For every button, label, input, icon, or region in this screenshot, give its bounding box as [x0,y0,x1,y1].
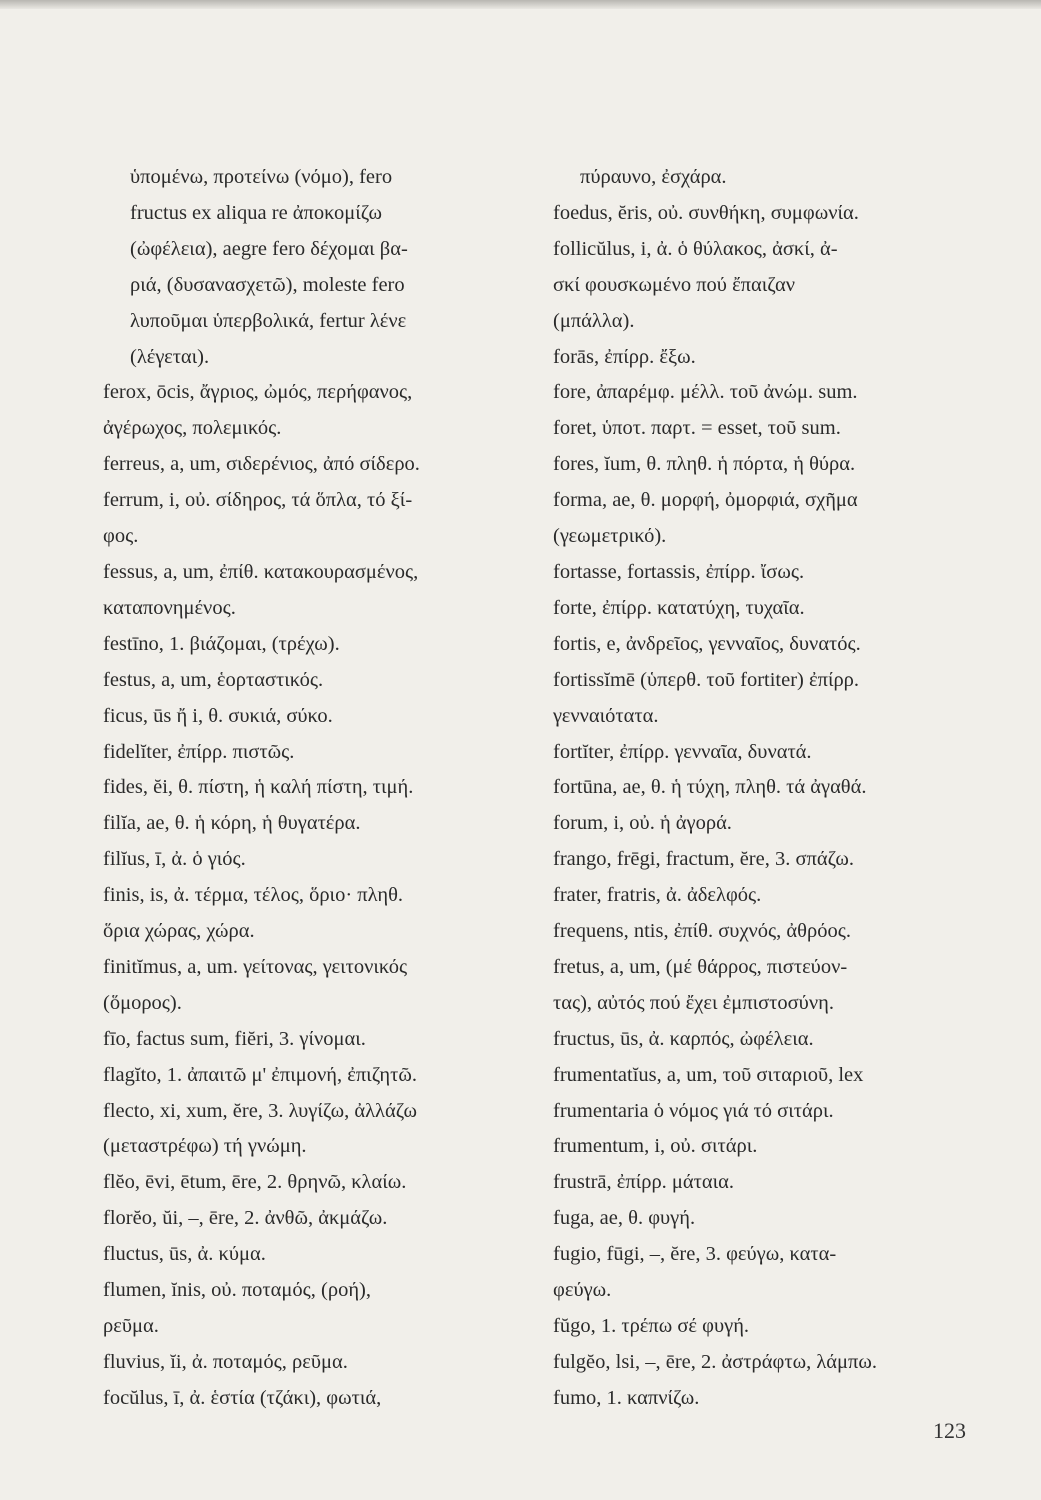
entry-line: καταπονημένος. [103,596,236,619]
dictionary-entry [553,1237,993,1309]
dictionary-entry [103,806,533,842]
entry-line: fidelĭter, ἐπίρρ. πιστῶς. [103,740,295,763]
entry-line: ἀγέρωχος, πολεμικός. [103,417,282,440]
dictionary-entry [553,196,993,232]
top-edge-shadow [0,0,1041,9]
dictionary-entry [103,160,533,375]
entry-line: fumo, 1. καπνίζω. [553,1386,700,1409]
dictionary-entry [553,627,993,663]
dictionary-entry [553,411,993,447]
dictionary-entry [553,950,993,1022]
entry-line: φεύγω. [553,1279,612,1302]
entry-line: fluvius, ĭi, ἀ. ποταμός, ρεῦμα. [103,1350,348,1373]
entry-line: forte, ἐπίρρ. κατατύχη, τυχαῖα. [553,596,805,619]
dictionary-entry [103,1273,533,1345]
entry-line: ρεῦμα. [103,1315,159,1337]
dictionary-entry [103,842,533,878]
entry-line: (ὠφέλεια), aegre fero δέχομαι βα- [130,237,408,260]
entry-line: γενναιότατα. [553,704,659,727]
dictionary-entry [103,555,533,627]
entry-line: ριά, (δυσανασχετῶ), moleste fero [130,273,405,296]
entry-line: fides, ĕi, θ. πίστη, ἡ καλή πίστη, τιμή. [103,776,414,799]
right-column [553,160,993,1417]
entry-line: (μπάλλα). [553,309,635,332]
dictionary-entry [553,1129,993,1165]
entry-line: fore, ἀπαρέμφ. μέλλ. τοῦ ἀνώμ. sum. [553,381,858,404]
dictionary-entry [103,375,533,447]
dictionary-entry [103,1058,533,1094]
entry-line: forum, i, οὐ. ἡ ἀγορά. [553,812,732,835]
entry-line: foedus, ĕris, οὐ. συνθήκη, συμφωνία. [553,201,859,224]
dictionary-entry [553,914,993,950]
entry-line: flĕo, ēvi, ētum, ēre, 2. θρηνῶ, κλαίω. [103,1171,407,1194]
dictionary-entry [553,663,993,735]
entry-line: fulgĕo, lsi, –, ēre, 2. ἀστράφτω, λάμπω. [553,1350,877,1373]
dictionary-entry [553,1345,993,1381]
dictionary-entry [553,1309,993,1345]
entry-line: frustrā, ἐπίρρ. μάταια. [553,1171,735,1194]
dictionary-entry [553,1165,993,1201]
entry-line: flagĭto, 1. ἀπαιτῶ μ' ἐπιμονή, ἐπιζητῶ. [103,1063,417,1086]
entry-line: fructus, ūs, ἀ. καρπός, ὠφέλεια. [553,1027,814,1050]
entry-line: φος. [103,525,139,548]
entry-line: fŭgo, 1. τρέπω σέ φυγή. [553,1315,750,1337]
entry-line: ὅρια χώρας, χώρα. [103,920,255,943]
dictionary-entry [553,878,993,914]
entry-line: focŭlus, ī, ἀ. ἑστία (τζάκι), φωτιά, [103,1386,382,1409]
entry-line: ficus, ūs ἤ i, θ. συκιά, σύκο. [103,704,333,727]
dictionary-entry [553,770,993,806]
entry-line: ferox, ōcis, ἄγριος, ὠμός, περήφανος, [103,381,413,404]
entry-line: foret, ὑποτ. παρτ. = esset, τοῦ sum. [553,417,841,440]
dictionary-entry [103,447,533,483]
left-column [103,160,533,1417]
entry-line: ferrum, i, οὐ. σίδηρος, τά ὅπλα, τό ξί- [103,489,413,512]
entry-line: flumen, ĭnis, οὐ. ποταμός, (ροή), [103,1279,372,1302]
entry-line: festus, a, um, ἑορταστικός. [103,668,324,691]
entry-line: finis, is, ἀ. τέρμα, τέλος, ὅριο· πληθ. [103,884,404,907]
dictionary-entry [553,591,993,627]
dictionary-entry [103,1201,533,1237]
entry-line: florĕo, ŭi, –, ēre, 2. ἀνθῶ, ἀκμάζω. [103,1207,388,1230]
entry-line: frater, fratris, ἀ. ἀδελφός. [553,884,762,907]
entry-line: fretus, a, um, (μέ θάρρος, πιστεύον- [553,955,848,978]
dictionary-entry [553,1201,993,1237]
dictionary-entry [103,1345,533,1381]
entry-line: follicŭlus, i, ἀ. ὁ θύλακος, ἀσκί, ἀ- [553,237,838,260]
entry-line: (μεταστρέφω) τή γνώμη. [103,1135,307,1158]
dictionary-entry [103,1094,533,1166]
entry-line: fortasse, fortassis, ἐπίρρ. ἴσως. [553,560,805,583]
entry-line: frequens, ntis, ἐπίθ. συχνός, ἀθρόος. [553,920,851,943]
entry-line: πύραυνο, ἐσχάρα. [580,166,727,188]
dictionary-entry [553,447,993,483]
entry-line: fugio, fūgi, –, ĕre, 3. φεύγω, κατα- [553,1243,837,1266]
dictionary-entry [553,340,993,376]
dictionary-entry [553,842,993,878]
dictionary-entry [553,483,993,555]
dictionary-entry [103,627,533,663]
entry-line: forās, ἐπίρρ. ἔξω. [553,345,696,368]
entry-line: filĭus, ī, ἀ. ὁ γιός. [103,848,246,871]
entry-line: ὑπομένω, προτείνω (νόμο), fero [130,166,393,188]
entry-line: frumentum, i, οὐ. σιτάρι. [553,1135,758,1158]
entry-line: fīo, factus sum, fiĕri, 3. γίνομαι. [103,1027,366,1050]
dictionary-entry [103,699,533,735]
entry-line: fortissĭmē (ὑπερθ. τοῦ fortiter) ἐπίρρ. [553,668,860,691]
entry-line: flecto, xi, xum, ĕre, 3. λυγίζω, ἀλλάζω [103,1099,417,1122]
entry-line: fores, ĭum, θ. πληθ. ἡ πόρτα, ἡ θύρα. [553,453,856,476]
dictionary-entry [103,1237,533,1273]
entry-line: filĭa, ae, θ. ἡ κόρη, ἡ θυγατέρα. [103,812,361,835]
dictionary-entry [553,375,993,411]
dictionary-entry [103,1022,533,1058]
entry-line: festīno, 1. βιάζομαι, (τρέχω). [103,632,340,655]
dictionary-entry [103,770,533,806]
entry-line: frumentaria ὁ νόμος γιά τό σιτάρι. [553,1099,834,1122]
dictionary-entry [103,950,533,1022]
entry-line: fessus, a, um, ἐπίθ. κατακουρασμένος, [103,560,419,583]
entry-line: frumentatĭus, a, um, τοῦ σιταριοῦ, lex [553,1063,864,1086]
entry-line: τας), αὐτός πού ἔχει ἐμπιστοσύνη. [553,991,834,1014]
entry-line: σκί φουσκωμένο πού ἔπαιζαν [553,273,796,296]
entry-line: fortūna, ae, θ. ἡ τύχη, πληθ. τά ἀγαθά. [553,776,867,799]
page-number: 123 [933,1418,966,1443]
entry-line: ferreus, a, um, σιδερένιος, ἀπό σίδερο. [103,453,420,476]
dictionary-entry [103,878,533,950]
entry-line: fluctus, ūs, ἀ. κύμα. [103,1243,266,1266]
entry-line: frango, frēgi, fractum, ĕre, 3. σπάζω. [553,848,854,871]
dictionary-entry [103,1381,533,1417]
dictionary-entry [553,555,993,591]
entry-line: (λέγεται). [130,345,210,368]
dictionary-entry [103,1165,533,1201]
entry-line: finitĭmus, a, um. γείτονας, γειτονικός [103,955,408,978]
dictionary-entry [553,735,993,771]
dictionary-entry [103,735,533,771]
entry-line: (γεωμετρικό). [553,525,667,548]
entry-line: λυποῦμαι ὑπερβολικά, fertur λένε [130,309,407,332]
entry-line: fortĭter, ἐπίρρ. γενναῖα, δυνατά. [553,740,812,763]
entry-line: fuga, ae, θ. φυγή. [553,1207,696,1230]
dictionary-entry [103,663,533,699]
entry-line: forma, ae, θ. μορφή, ὀμορφιά, σχῆμα [553,489,858,512]
dictionary-entry [553,1022,993,1058]
dictionary-entry [553,160,993,196]
dictionary-entry [553,1058,993,1130]
entry-line: fructus ex aliqua re ἀποκομίζω [130,201,383,224]
dictionary-entry [553,1381,993,1417]
dictionary-entry [553,232,993,340]
dictionary-entry [553,806,993,842]
dictionary-entry [103,483,533,555]
entry-line: fortis, e, ἀνδρεῖος, γενναῖος, δυνατός. [553,632,861,655]
entry-line: (ὅμορος). [103,991,182,1014]
